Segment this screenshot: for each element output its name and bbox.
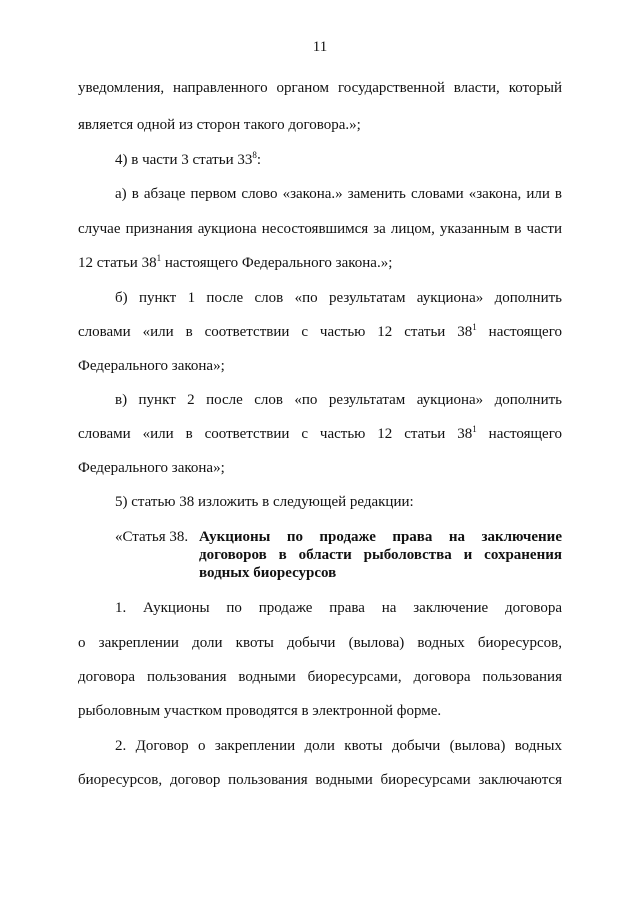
paragraph-line: уведомления, направленного органом государственной власти, который — [78, 80, 562, 96]
list-item-text: 4) в части 3 статьи 33 — [115, 152, 253, 168]
paragraph-line: 2. Договор о закреплении доли квоты добычи (вылова) водных — [115, 738, 562, 754]
text-segment: словами «или в соответствии с частью 12 статьи 38 — [78, 426, 473, 442]
article-title: договоров в области рыболовства и сохранения — [199, 547, 562, 563]
article-title: Аукционы по продаже права на заключение — [199, 529, 562, 545]
paragraph-line: является одной из сторон такого договора.»; — [78, 117, 361, 133]
paragraph-line: о закреплении доли квоты добычи (вылова) водных биоресурсов, — [78, 635, 562, 651]
superscript: 1 — [156, 253, 162, 263]
paragraph-line — [115, 151, 261, 170]
paragraph-line — [78, 425, 562, 444]
text-segment: настоящего — [476, 324, 562, 340]
page-number: 11 — [312, 39, 328, 55]
superscript: 1 — [472, 424, 477, 434]
text-segment: настоящего — [476, 426, 562, 442]
text-segment: настоящего Федерального закона.»; — [161, 255, 393, 271]
paragraph-line: рыболовным участком проводятся в электронной форме. — [78, 703, 442, 719]
paragraph-line: биоресурсов, договор пользования водными биоресурсами заключаются — [78, 772, 562, 788]
paragraph-line — [78, 323, 562, 342]
paragraph-line — [78, 254, 392, 273]
paragraph-line: в) пункт 2 после слов «по результатам аукциона» дополнить — [115, 392, 562, 408]
paragraph-line: 1. Аукционы по продаже права на заключение договора — [115, 600, 562, 616]
list-item-text: : — [256, 152, 262, 168]
paragraph-line: договора пользования водными биоресурсами, договора пользования — [78, 669, 562, 685]
text-segment: 12 статьи 38 — [78, 255, 157, 271]
article-title: водных биоресурсов — [199, 565, 337, 581]
superscript: 8 — [252, 150, 257, 160]
paragraph-line: 5) статью 38 изложить в следующей редакции: — [115, 494, 414, 510]
article-label: «Статья 38. — [115, 529, 189, 545]
paragraph-line: Федерального закона»; — [78, 358, 225, 374]
paragraph-line: случае признания аукциона несостоявшимся за лицом, указанным в части — [78, 221, 562, 237]
text-segment: словами «или в соответствии с частью 12 статьи 38 — [78, 324, 473, 340]
paragraph-line: Федерального закона»; — [78, 460, 225, 476]
paragraph-line: б) пункт 1 после слов «по результатам аукциона» дополнить — [115, 290, 562, 306]
paragraph-line: а) в абзаце первом слово «закона.» заменить словами «закона, или в — [115, 186, 562, 202]
superscript: 1 — [472, 322, 477, 332]
